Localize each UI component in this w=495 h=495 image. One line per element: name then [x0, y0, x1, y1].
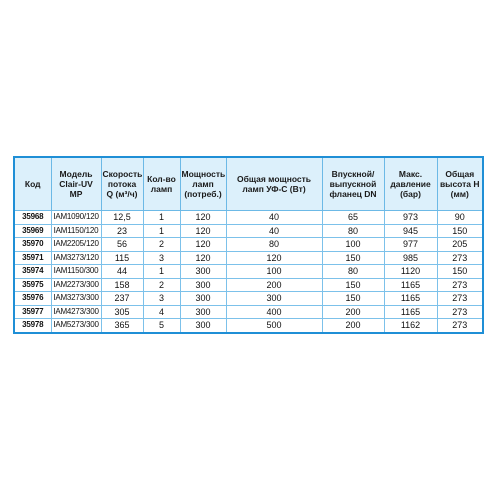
header-cell: Общая высота Н (мм) [437, 157, 483, 211]
table-cell: 300 [180, 305, 226, 319]
code-cell: 35974 [14, 265, 51, 279]
table-row [14, 224, 483, 238]
table-cell: 1 [143, 224, 180, 238]
table-cell: 1 [143, 211, 180, 225]
code-cell: 35971 [14, 251, 51, 265]
table-cell: 977 [384, 238, 437, 252]
table-cell: 150 [437, 265, 483, 279]
header-row [14, 157, 483, 211]
table-cell: 973 [384, 211, 437, 225]
table-cell: 90 [437, 211, 483, 225]
table-cell: 205 [437, 238, 483, 252]
table-cell: 5 [143, 319, 180, 333]
model-cell: IAM4273/300 [51, 305, 101, 319]
table-cell: 12,5 [101, 211, 143, 225]
table-row [14, 278, 483, 292]
model-cell: IAM2273/300 [51, 278, 101, 292]
table-cell: 120 [180, 251, 226, 265]
table-cell: 300 [180, 292, 226, 306]
table-cell: 120 [226, 251, 322, 265]
table-row [14, 238, 483, 252]
table-cell: 200 [322, 319, 384, 333]
table-cell: 120 [180, 211, 226, 225]
code-cell: 35978 [14, 319, 51, 333]
table-row [14, 211, 483, 225]
code-cell: 35969 [14, 224, 51, 238]
header-cell: Код [14, 157, 51, 211]
model-cell: IAM1150/120 [51, 224, 101, 238]
header-cell: Мощность ламп (потреб.) [180, 157, 226, 211]
table-cell: 150 [322, 292, 384, 306]
header-cell: Макс. давление (бар) [384, 157, 437, 211]
table-cell: 2 [143, 238, 180, 252]
table-cell: 2 [143, 278, 180, 292]
header-cell: Модель Clair-UV MP [51, 157, 101, 211]
table-cell: 985 [384, 251, 437, 265]
table-cell: 3 [143, 292, 180, 306]
model-cell: IAM3273/300 [51, 292, 101, 306]
model-cell: IAM2205/120 [51, 238, 101, 252]
table-cell: 273 [437, 251, 483, 265]
table-cell: 40 [226, 224, 322, 238]
code-cell: 35977 [14, 305, 51, 319]
table-row [14, 265, 483, 279]
table-cell: 300 [226, 292, 322, 306]
table-row [14, 292, 483, 306]
table-cell: 44 [101, 265, 143, 279]
code-cell: 35970 [14, 238, 51, 252]
model-cell: IAM1150/300 [51, 265, 101, 279]
table-cell: 80 [322, 224, 384, 238]
table-cell: 273 [437, 292, 483, 306]
table-cell: 56 [101, 238, 143, 252]
model-cell: IAM1090/120 [51, 211, 101, 225]
table-cell: 1165 [384, 305, 437, 319]
header-cell: Кол-во ламп [143, 157, 180, 211]
table-cell: 1165 [384, 278, 437, 292]
table-cell: 4 [143, 305, 180, 319]
code-cell: 35968 [14, 211, 51, 225]
header-cell: Скорость потока Q (м³/ч) [101, 157, 143, 211]
table-cell: 65 [322, 211, 384, 225]
table-cell: 1165 [384, 292, 437, 306]
table-cell: 115 [101, 251, 143, 265]
table-cell: 300 [180, 278, 226, 292]
table-cell: 237 [101, 292, 143, 306]
table-cell: 3 [143, 251, 180, 265]
code-cell: 35976 [14, 292, 51, 306]
table-cell: 305 [101, 305, 143, 319]
table-cell: 40 [226, 211, 322, 225]
table-row [14, 305, 483, 319]
table-cell: 150 [322, 251, 384, 265]
header-cell: Общая мощность ламп УФ-С (Вт) [226, 157, 322, 211]
table-cell: 120 [180, 224, 226, 238]
table-cell: 400 [226, 305, 322, 319]
table-cell: 500 [226, 319, 322, 333]
table-cell: 120 [180, 238, 226, 252]
table-cell: 200 [322, 305, 384, 319]
table-row [14, 319, 483, 333]
table-cell: 80 [322, 265, 384, 279]
code-cell: 35975 [14, 278, 51, 292]
table-cell: 150 [322, 278, 384, 292]
table-cell: 150 [437, 224, 483, 238]
header-cell: Впускной/ выпускной фланец DN [322, 157, 384, 211]
table-cell: 273 [437, 319, 483, 333]
table-row [14, 251, 483, 265]
table-cell: 300 [180, 319, 226, 333]
table-cell: 945 [384, 224, 437, 238]
table-cell: 1 [143, 265, 180, 279]
table-cell: 273 [437, 305, 483, 319]
table-cell: 200 [226, 278, 322, 292]
table-cell: 1120 [384, 265, 437, 279]
table-cell: 80 [226, 238, 322, 252]
table-cell: 1162 [384, 319, 437, 333]
table-cell: 158 [101, 278, 143, 292]
table-cell: 273 [437, 278, 483, 292]
model-cell: IAM5273/300 [51, 319, 101, 333]
model-cell: IAM3273/120 [51, 251, 101, 265]
table-cell: 365 [101, 319, 143, 333]
table-cell: 100 [226, 265, 322, 279]
table-cell: 300 [180, 265, 226, 279]
table-cell: 23 [101, 224, 143, 238]
specifications-table [13, 156, 484, 334]
table-cell: 100 [322, 238, 384, 252]
